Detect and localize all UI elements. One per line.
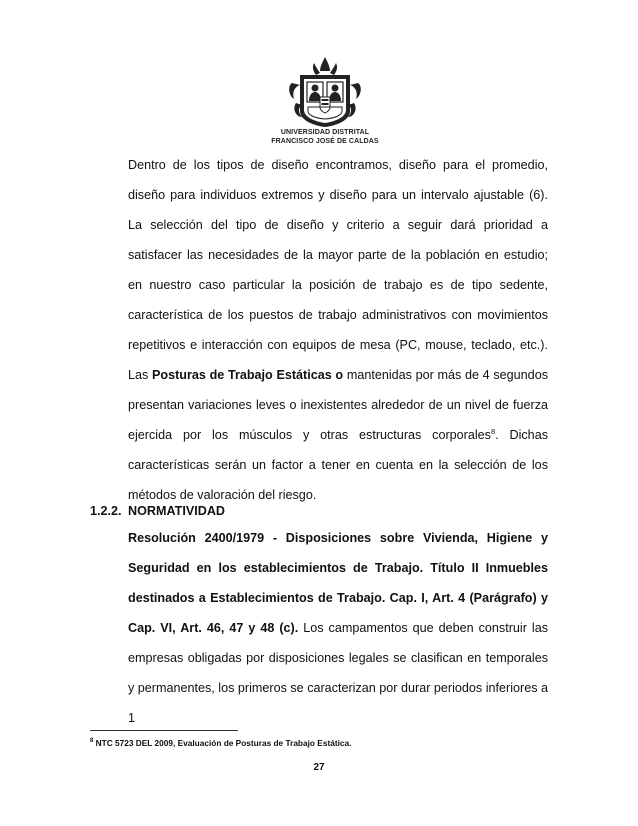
resolution-title: Resolución 2400/1979 - Disposiciones sobre Vivienda, Higiene y Seguridad en los establecimientos de Trabajo. Título II Inmuebles destinados a Establecimientos de Trabajo. Cap. I, Art. 4 (Parágrafo) y Cap. VI, Art. 46, 47 y 48 (c). bbox=[128, 531, 548, 635]
university-name-line2: FRANCISCO JOSÉ DE CALDAS bbox=[271, 137, 379, 145]
paragraph1-text-a: Dentro de los tipos de diseño encontramos, diseño para el promedio, diseño para individuos extremos y diseño para un intervalo ajustable (6). La selección del tipo de diseño y criterio a seguir dará prioridad a satisfacer las necesidades de la mayor parte de la población en estudio; en nuestro caso particular la posición de trabajo es de tipo sedente, característica de los puestos de trabajo administrativos con movimientos repetitivos e interacción con equipos de mesa (PC, mouse, teclado, etc.). Las bbox=[128, 158, 548, 382]
footnote-reference: 8 bbox=[490, 426, 496, 436]
paragraph-normatividad bbox=[128, 523, 548, 733]
section-title: NORMATIVIDAD bbox=[128, 504, 226, 518]
paragraph2-text: Los campamentos que deben construir las empresas obligadas por disposiciones legales se clasifican en temporales y permanentes, los primeros se caracterizan por durar periodos inferiores a 1 bbox=[128, 621, 548, 725]
footnote bbox=[90, 738, 351, 748]
paragraph1-text-c: . Dichas características serán un factor a tener en cuenta en la selección de los métodos de valoración del riesgo. bbox=[128, 428, 548, 502]
section-number: 1.2.2. bbox=[90, 504, 122, 518]
section-heading bbox=[90, 496, 225, 526]
paragraph1-text-b: mantenidas por más de 4 segundos presentan variaciones leves o inexistentes alrededor de un nivel de fuerza ejercida por los músculos y otras estructuras corporales bbox=[128, 368, 548, 442]
university-name-line1: UNIVERSIDAD DISTRITAL bbox=[280, 129, 370, 136]
page-number: 27 bbox=[313, 762, 325, 773]
footnote-text: NTC 5723 DEL 2009, Evaluación de Posturas de Trabajo Estática. bbox=[93, 738, 352, 748]
paragraph1-bold-term: Posturas de Trabajo Estáticas o bbox=[152, 368, 344, 382]
footnote-number: 8 bbox=[90, 738, 94, 745]
university-crest-icon bbox=[286, 55, 364, 129]
footnote-divider bbox=[90, 730, 238, 731]
university-logo bbox=[270, 55, 380, 146]
paragraph-design-types bbox=[128, 150, 548, 510]
